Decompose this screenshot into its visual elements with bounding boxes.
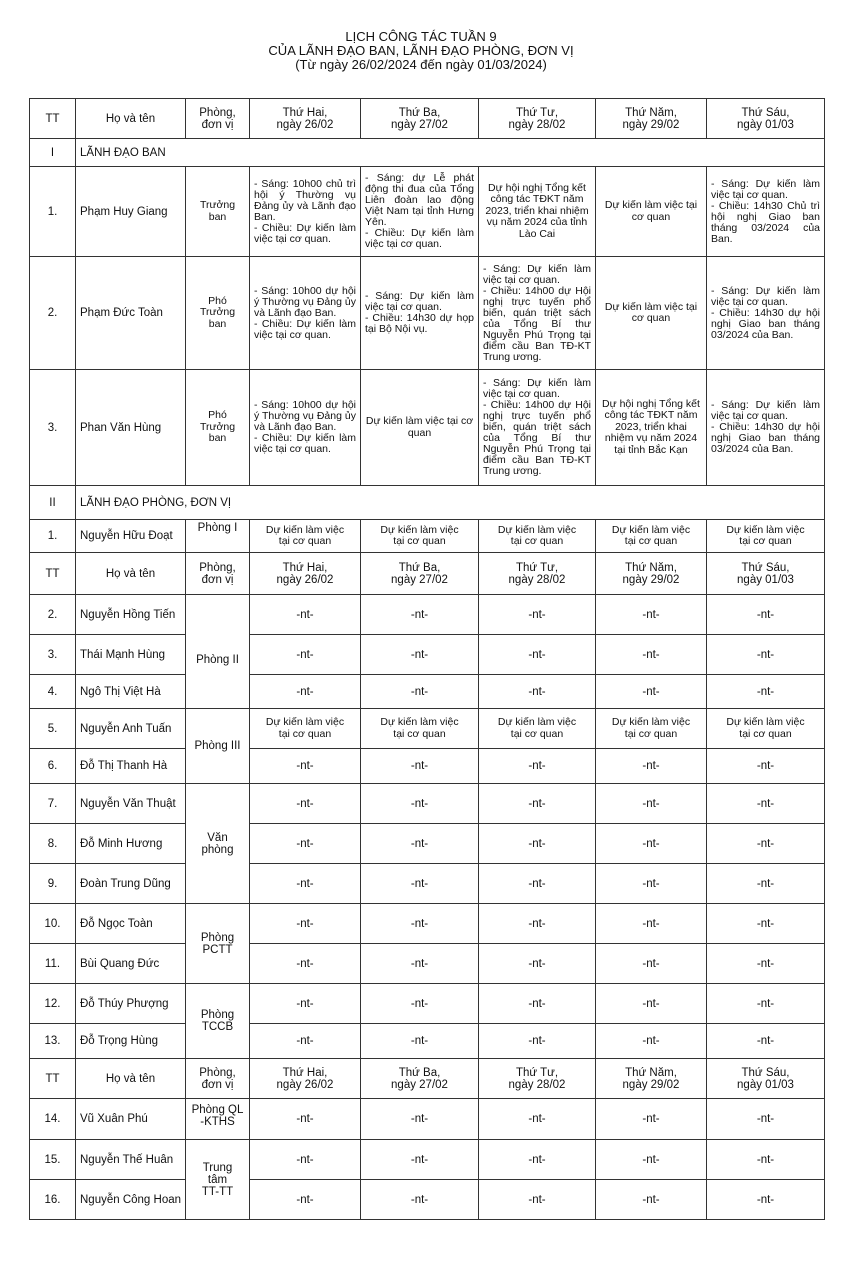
header-day: Thứ Năm, ngày 29/02	[596, 99, 707, 139]
section-label: LÃNH ĐẠO PHÒNG, ĐƠN VỊ	[76, 486, 825, 520]
schedule-cell: - Sáng: Dự kiến làm việc tại cơ quan. - Chiều: 14h30 Chủ trì hội nghị Giao ban tháng 03/2024 của Ban.	[707, 167, 825, 257]
schedule-table	[29, 98, 825, 1220]
header-tt: TT	[30, 99, 76, 139]
leader-row	[30, 370, 825, 486]
schedule-cell: -nt-	[707, 675, 825, 709]
header-row	[30, 553, 825, 595]
unit-name: Trưởng ban	[186, 167, 250, 257]
person-name: Phạm Huy Giang	[76, 167, 186, 257]
header-day: Thứ Hai, ngày 26/02	[250, 553, 361, 595]
unit-name: Phó Trưởng ban	[186, 370, 250, 486]
staff-row	[30, 984, 825, 1024]
section-row	[30, 139, 825, 167]
person-name: Nguyễn Hữu Đoạt	[76, 520, 186, 553]
header-name: Họ và tên	[76, 553, 186, 595]
unit-name: Văn phòng	[186, 784, 250, 904]
staff-row	[30, 749, 825, 784]
schedule-cell: -nt-	[250, 1180, 361, 1220]
row-number: 11.	[30, 944, 76, 984]
schedule-cell: Dự hội nghị Tổng kết công tác TĐKT năm 2023, triển khai nhiệm vụ năm 2024 tại tỉnh Bắc Kạn	[596, 370, 707, 486]
staff-row	[30, 595, 825, 635]
schedule-cell: -nt-	[250, 635, 361, 675]
header-day: Thứ Tư, ngày 28/02	[479, 1059, 596, 1099]
row-number: 10.	[30, 904, 76, 944]
schedule-cell: Dự kiến làm việc tại cơ quan	[479, 520, 596, 553]
schedule-cell: -nt-	[479, 784, 596, 824]
schedule-cell: - Sáng: dự Lễ phát động thi đua của Tổng Liên đoàn lao động Việt Nam tại tỉnh Hưng Yên. - Chiều: Dự kiến làm việc tại cơ quan.	[361, 167, 479, 257]
schedule-cell: -nt-	[250, 1024, 361, 1059]
person-name: Phạm Đức Toàn	[76, 257, 186, 370]
person-name: Đoàn Trung Dũng	[76, 864, 186, 904]
header-unit: Phòng, đơn vị	[186, 99, 250, 139]
header-unit: Phòng, đơn vị	[186, 1059, 250, 1099]
header-day: Thứ Hai, ngày 26/02	[250, 1059, 361, 1099]
schedule-cell: Dự kiến làm việc tại cơ quan	[596, 520, 707, 553]
row-number: 8.	[30, 824, 76, 864]
schedule-cell: -nt-	[596, 904, 707, 944]
schedule-cell: -nt-	[250, 595, 361, 635]
row-number: 1.	[30, 167, 76, 257]
staff-row	[30, 824, 825, 864]
header-day: Thứ Sáu, ngày 01/03	[707, 1059, 825, 1099]
schedule-cell: -nt-	[596, 864, 707, 904]
schedule-cell: Dự kiến làm việc tại cơ quan	[707, 709, 825, 749]
schedule-cell: -nt-	[596, 595, 707, 635]
staff-row	[30, 520, 825, 553]
row-number: 6.	[30, 749, 76, 784]
unit-name: Phòng PCTT	[186, 904, 250, 984]
row-number: 5.	[30, 709, 76, 749]
schedule-cell: -nt-	[250, 904, 361, 944]
staff-row	[30, 784, 825, 824]
unit-name: Phòng III	[186, 709, 250, 784]
header-row	[30, 99, 825, 139]
schedule-cell: -nt-	[479, 675, 596, 709]
unit-name: Phòng II	[186, 595, 250, 709]
schedule-cell: -nt-	[361, 1024, 479, 1059]
row-number: 16.	[30, 1180, 76, 1220]
section-row	[30, 486, 825, 520]
section-number: II	[30, 486, 76, 520]
staff-row	[30, 709, 825, 749]
title-line-1: LỊCH CÔNG TÁC TUẦN 9	[345, 29, 497, 44]
schedule-cell: -nt-	[361, 595, 479, 635]
schedule-cell: - Sáng: Dự kiến làm việc tại cơ quan. - Chiều: 14h00 dự Hội nghị trực tuyến phổ biến, quán triệt sách của Tổng Bí thư Nguyễn Phú Trọng tại điểm cầu Ban TĐ-KT Trung ương.	[479, 257, 596, 370]
header-day: Thứ Tư, ngày 28/02	[479, 99, 596, 139]
schedule-cell: -nt-	[361, 1180, 479, 1220]
schedule-cell: -nt-	[707, 1140, 825, 1180]
schedule-cell: -nt-	[707, 864, 825, 904]
row-number: 3.	[30, 370, 76, 486]
row-number: 13.	[30, 1024, 76, 1059]
schedule-cell: -nt-	[596, 1140, 707, 1180]
schedule-cell: -nt-	[479, 944, 596, 984]
staff-row	[30, 1099, 825, 1140]
schedule-cell: -nt-	[361, 1099, 479, 1140]
schedule-cell: -nt-	[250, 1099, 361, 1140]
person-name: Phan Văn Hùng	[76, 370, 186, 486]
row-number: 12.	[30, 984, 76, 1024]
staff-row	[30, 635, 825, 675]
schedule-cell: -nt-	[479, 635, 596, 675]
header-day: Thứ Sáu, ngày 01/03	[707, 553, 825, 595]
schedule-cell: -nt-	[707, 1024, 825, 1059]
schedule-cell: -nt-	[361, 864, 479, 904]
schedule-cell: -nt-	[707, 904, 825, 944]
row-number: 7.	[30, 784, 76, 824]
row-number: 3.	[30, 635, 76, 675]
schedule-cell: -nt-	[479, 749, 596, 784]
staff-row	[30, 1140, 825, 1180]
schedule-cell: -nt-	[250, 1140, 361, 1180]
schedule-cell: -nt-	[361, 1140, 479, 1180]
schedule-cell: -nt-	[707, 824, 825, 864]
schedule-cell: -nt-	[250, 749, 361, 784]
header-name: Họ và tên	[76, 99, 186, 139]
schedule-cell: - Sáng: Dự kiến làm việc tại cơ quan. - Chiều: 14h30 dự hội nghị Giao ban tháng 03/2024 của Ban.	[707, 257, 825, 370]
schedule-cell: -nt-	[479, 824, 596, 864]
person-name: Đỗ Trọng Hùng	[76, 1024, 186, 1059]
schedule-cell: -nt-	[250, 864, 361, 904]
header-day: Thứ Sáu, ngày 01/03	[707, 99, 825, 139]
schedule-cell: -nt-	[479, 1180, 596, 1220]
schedule-cell: Dự kiến làm việc tại cơ quan	[250, 520, 361, 553]
staff-row	[30, 1180, 825, 1220]
staff-row	[30, 675, 825, 709]
schedule-cell: Dự kiến làm việc tại cơ quan	[479, 709, 596, 749]
schedule-cell: -nt-	[479, 1024, 596, 1059]
schedule-cell: -nt-	[596, 1024, 707, 1059]
schedule-cell: -nt-	[596, 824, 707, 864]
header-day: Thứ Ba, ngày 27/02	[361, 553, 479, 595]
header-day: Thứ Ba, ngày 27/02	[361, 1059, 479, 1099]
schedule-cell: Dự kiến làm việc tại cơ quan	[361, 709, 479, 749]
row-number: 2.	[30, 257, 76, 370]
schedule-cell: -nt-	[479, 864, 596, 904]
schedule-cell: - Sáng: Dự kiến làm việc tại cơ quan. - Chiều: 14h00 dự Hội nghị trực tuyến phổ biến, quán triệt sách của Tổng Bí thư Nguyễn Phú Trọng tại điểm cầu Ban TĐ-KT Trung ương.	[479, 370, 596, 486]
schedule-cell: -nt-	[361, 675, 479, 709]
schedule-cell: -nt-	[596, 784, 707, 824]
person-name: Bùi Quang Đức	[76, 944, 186, 984]
schedule-cell: -nt-	[707, 595, 825, 635]
unit-name: Phòng TCCB	[186, 984, 250, 1059]
schedule-cell: -nt-	[707, 944, 825, 984]
document-title	[0, 30, 842, 72]
row-number: 2.	[30, 595, 76, 635]
schedule-cell: -nt-	[361, 904, 479, 944]
schedule-cell: -nt-	[479, 904, 596, 944]
leader-row	[30, 257, 825, 370]
header-day: Thứ Ba, ngày 27/02	[361, 99, 479, 139]
header-day: Thứ Năm, ngày 29/02	[596, 553, 707, 595]
schedule-cell: -nt-	[361, 824, 479, 864]
schedule-cell: -nt-	[707, 635, 825, 675]
staff-row	[30, 904, 825, 944]
schedule-cell: -nt-	[707, 784, 825, 824]
header-tt: TT	[30, 553, 76, 595]
staff-row	[30, 864, 825, 904]
header-name: Họ và tên	[76, 1059, 186, 1099]
staff-row	[30, 1024, 825, 1059]
staff-row	[30, 944, 825, 984]
unit-name: Phó Trưởng ban	[186, 257, 250, 370]
schedule-cell: Dự kiến làm việc tại cơ quan	[596, 709, 707, 749]
title-line-3: (Từ ngày 26/02/2024 đến ngày 01/03/2024)	[295, 57, 547, 72]
schedule-cell: - Sáng: 10h00 dự hội ý Thường vụ Đảng ủy và Lãnh đạo Ban. - Chiều: Dự kiến làm việc tại cơ quan.	[250, 257, 361, 370]
schedule-cell: -nt-	[250, 984, 361, 1024]
title-line-2: CỦA LÃNH ĐẠO BAN, LÃNH ĐẠO PHÒNG, ĐƠN VỊ	[268, 43, 574, 58]
schedule-cell: Dự kiến làm việc tại cơ quan	[361, 370, 479, 486]
schedule-cell: -nt-	[596, 1099, 707, 1140]
person-name: Đỗ Thị Thanh Hà	[76, 749, 186, 784]
schedule-cell: -nt-	[250, 675, 361, 709]
schedule-cell: -nt-	[596, 944, 707, 984]
section-number: I	[30, 139, 76, 167]
row-number: 4.	[30, 675, 76, 709]
schedule-cell: -nt-	[596, 1180, 707, 1220]
schedule-cell: -nt-	[361, 635, 479, 675]
person-name: Ngô Thị Việt Hà	[76, 675, 186, 709]
schedule-cell: -nt-	[707, 984, 825, 1024]
person-name: Nguyễn Thế Huân	[76, 1140, 186, 1180]
schedule-cell: -nt-	[250, 944, 361, 984]
schedule-cell: -nt-	[479, 595, 596, 635]
schedule-cell: Dự kiến làm việc tại cơ quan	[596, 167, 707, 257]
row-number: 14.	[30, 1099, 76, 1140]
schedule-cell: -nt-	[707, 1099, 825, 1140]
person-name: Đỗ Thúy Phượng	[76, 984, 186, 1024]
section-label: LÃNH ĐẠO BAN	[76, 139, 825, 167]
schedule-cell: -nt-	[479, 1140, 596, 1180]
header-unit: Phòng, đơn vị	[186, 553, 250, 595]
schedule-cell: Dự hội nghị Tổng kết công tác TĐKT năm 2023, triển khai nhiệm vụ năm 2024 của tỉnh Lào Cai	[479, 167, 596, 257]
person-name: Đỗ Ngọc Toàn	[76, 904, 186, 944]
person-name: Vũ Xuân Phú	[76, 1099, 186, 1140]
person-name: Nguyễn Anh Tuấn	[76, 709, 186, 749]
schedule-cell: -nt-	[596, 984, 707, 1024]
schedule-cell: Dự kiến làm việc tại cơ quan	[361, 520, 479, 553]
schedule-cell: -nt-	[596, 749, 707, 784]
schedule-cell: -nt-	[250, 824, 361, 864]
header-day: Thứ Hai, ngày 26/02	[250, 99, 361, 139]
schedule-cell: -nt-	[361, 984, 479, 1024]
header-row	[30, 1059, 825, 1099]
row-number: 15.	[30, 1140, 76, 1180]
person-name: Nguyễn Văn Thuật	[76, 784, 186, 824]
unit-name: Phòng QL -KTHS	[186, 1099, 250, 1140]
schedule-cell: - Sáng: 10h00 dự hội ý Thường vụ Đảng ủy và Lãnh đạo Ban. - Chiều: Dự kiến làm việc tại cơ quan.	[250, 370, 361, 486]
schedule-cell: -nt-	[361, 944, 479, 984]
unit-name: Phòng I	[186, 520, 250, 553]
leader-row	[30, 167, 825, 257]
person-name: Nguyễn Công Hoan	[76, 1180, 186, 1220]
row-number: 1.	[30, 520, 76, 553]
schedule-cell: -nt-	[250, 784, 361, 824]
schedule-cell: -nt-	[479, 1099, 596, 1140]
schedule-cell: -nt-	[596, 675, 707, 709]
schedule-cell: - Sáng: Dự kiến làm việc tại cơ quan. - Chiều: 14h30 dự hội nghị Giao ban tháng 03/2024 của Ban.	[707, 370, 825, 486]
unit-name: Trung tâm TT-TT	[186, 1140, 250, 1220]
header-day: Thứ Tư, ngày 28/02	[479, 553, 596, 595]
schedule-cell: Dự kiến làm việc tại cơ quan	[250, 709, 361, 749]
schedule-cell: Dự kiến làm việc tại cơ quan	[596, 257, 707, 370]
schedule-cell: -nt-	[479, 984, 596, 1024]
schedule-cell: -nt-	[707, 749, 825, 784]
header-tt: TT	[30, 1059, 76, 1099]
row-number: 9.	[30, 864, 76, 904]
schedule-cell: - Sáng: Dự kiến làm việc tại cơ quan. - Chiều: 14h30 dự họp tại Bộ Nội vụ.	[361, 257, 479, 370]
person-name: Nguyễn Hồng Tiến	[76, 595, 186, 635]
schedule-cell: -nt-	[361, 749, 479, 784]
person-name: Đỗ Minh Hương	[76, 824, 186, 864]
person-name: Thái Mạnh Hùng	[76, 635, 186, 675]
header-day: Thứ Năm, ngày 29/02	[596, 1059, 707, 1099]
schedule-cell: - Sáng: 10h00 chủ trì hội ý Thường vụ Đảng ủy và Lãnh đạo Ban. - Chiều: Dự kiến làm việc tại cơ quan.	[250, 167, 361, 257]
schedule-cell: -nt-	[707, 1180, 825, 1220]
schedule-cell: -nt-	[361, 784, 479, 824]
schedule-cell: Dự kiến làm việc tại cơ quan	[707, 520, 825, 553]
schedule-cell: -nt-	[596, 635, 707, 675]
